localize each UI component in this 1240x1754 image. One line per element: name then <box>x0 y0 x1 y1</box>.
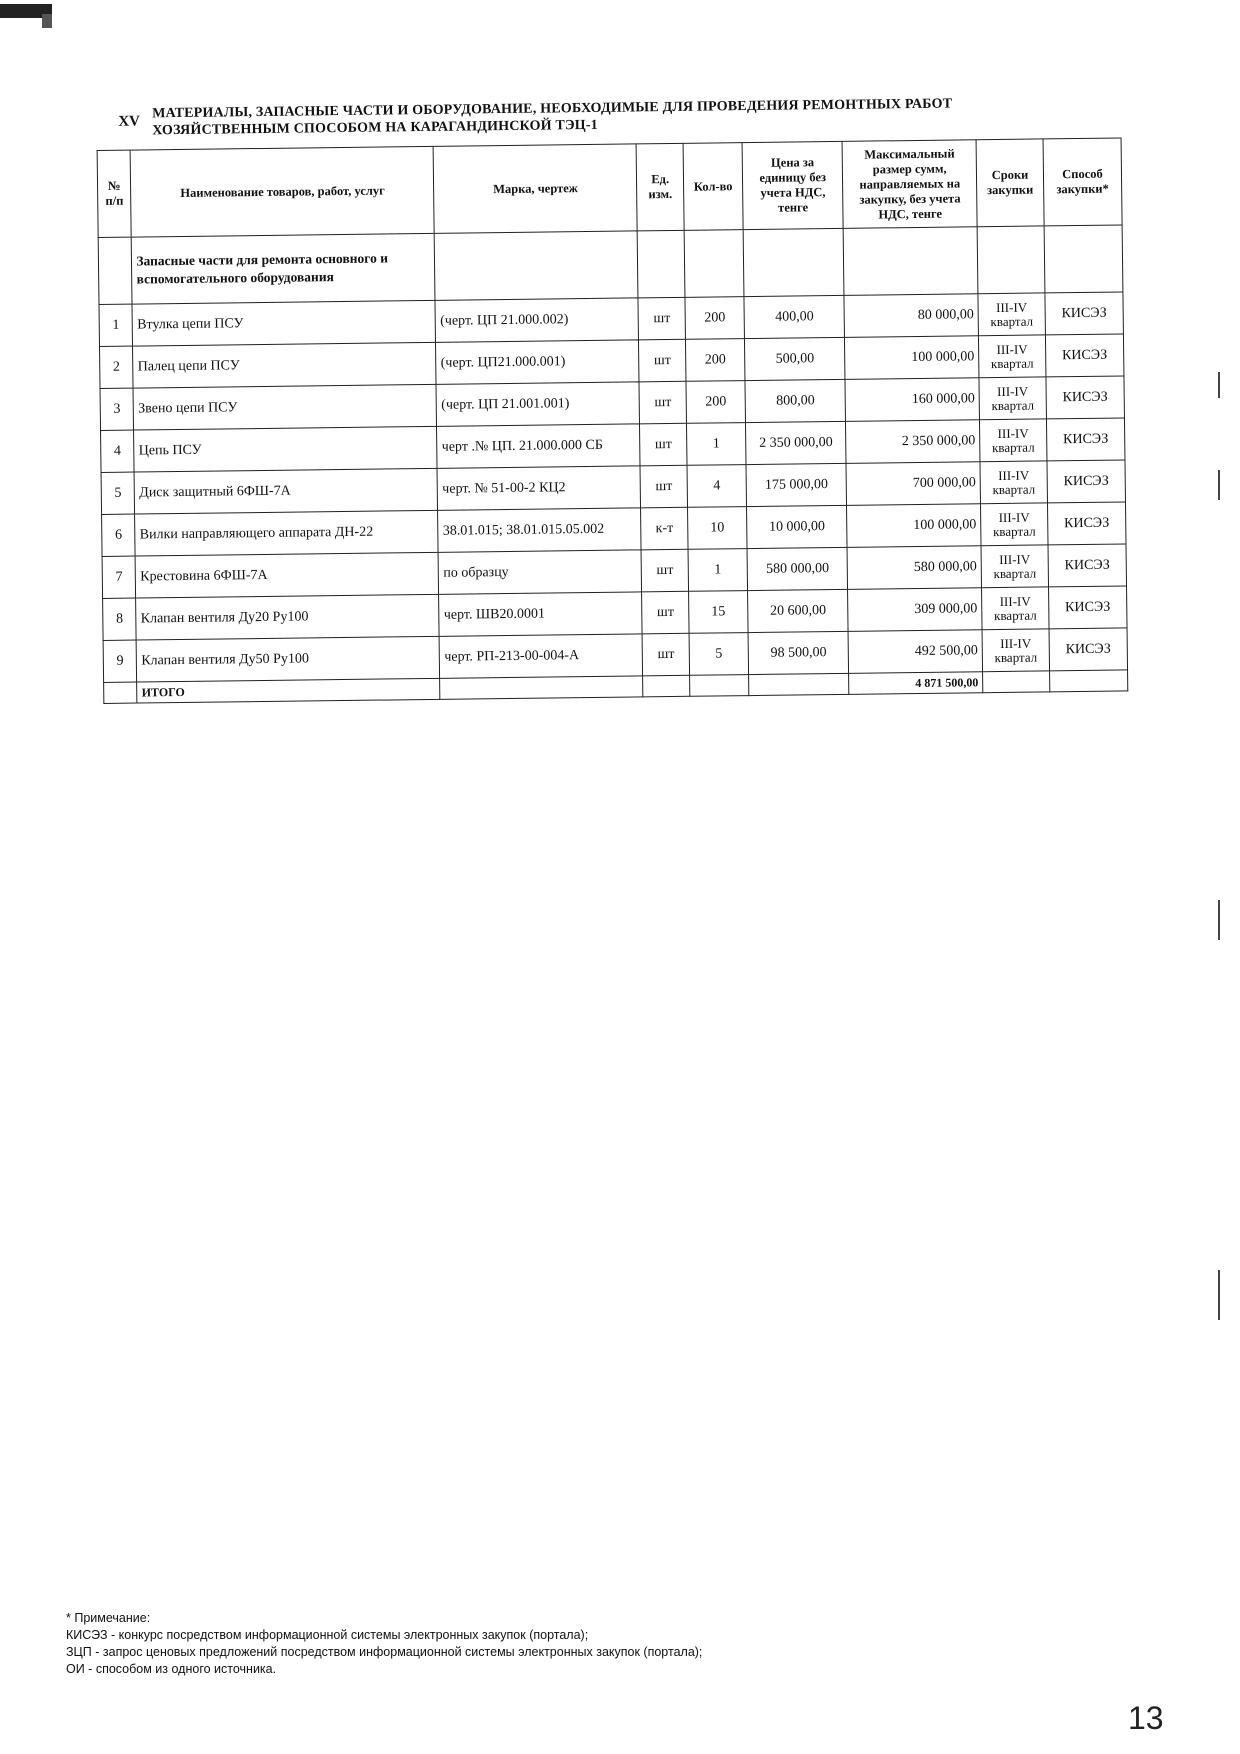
row-sum: 80 000,00 <box>844 294 978 338</box>
row-sum: 700 000,00 <box>846 462 980 506</box>
header-unit: Ед. изм. <box>636 143 684 231</box>
row-qty: 1 <box>688 549 748 592</box>
row-term: III-IV квартал <box>979 335 1046 378</box>
document-title <box>152 96 952 140</box>
row-qty: 4 <box>687 465 747 508</box>
row-price: 98 500,00 <box>748 631 849 674</box>
row-method: КИСЭЗ <box>1048 544 1127 587</box>
row-name: Палец цепи ПСУ <box>133 342 437 388</box>
header-num: № п/п <box>97 150 131 237</box>
row-price: 800,00 <box>745 379 846 422</box>
scan-artifact <box>1218 900 1220 940</box>
page-number: 13 <box>1128 1700 1164 1736</box>
row-term: III-IV квартал <box>980 419 1047 462</box>
row-term: III-IV квартал <box>978 293 1045 336</box>
row-mark: (черт. ЦП 21.000.002) <box>435 298 638 342</box>
row-unit: шт <box>641 549 688 592</box>
row-unit: шт <box>640 423 687 466</box>
row-term: III-IV квартал <box>979 377 1046 420</box>
row-name: Втулка цепи ПСУ <box>132 300 436 346</box>
row-unit: к-т <box>641 507 688 550</box>
title-line-1: МАТЕРИАЛЫ, ЗАПАСНЫЕ ЧАСТИ И ОБОРУДОВАНИЕ, НЕОБХОДИМЫЕ ДЛЯ ПРОВЕДЕНИЯ РЕМОНТНЫХ РАБОТ <box>152 96 953 122</box>
row-mark: черт. № 51-00-2 КЦ2 <box>438 466 641 510</box>
header-mark: Марка, чертеж <box>434 144 638 233</box>
group-title: Запасные части для ремонта основного и вспомогательного оборудования <box>132 233 436 304</box>
header-terms: Сроки закупки <box>976 139 1044 227</box>
row-term: III-IV квартал <box>982 629 1049 672</box>
row-sum: 580 000,00 <box>847 546 981 590</box>
row-num: 7 <box>102 556 136 598</box>
row-price: 10 000,00 <box>747 505 848 548</box>
row-qty: 5 <box>689 633 749 676</box>
row-term: III-IV квартал <box>981 503 1048 546</box>
row-unit: шт <box>639 381 686 424</box>
row-name: Диск защитный 6ФШ-7А <box>134 468 438 514</box>
footnote-heading: * Примечание: <box>66 1611 151 1625</box>
row-mark: черт. РП-213-00-004-А <box>440 634 643 678</box>
row-price: 2 350 000,00 <box>746 421 847 464</box>
section-number: XV <box>118 113 141 130</box>
row-num: 3 <box>100 388 134 430</box>
row-qty: 10 <box>688 507 748 550</box>
footnote <box>66 1610 702 1678</box>
row-method: КИСЭЗ <box>1049 628 1128 671</box>
row-term: III-IV квартал <box>982 587 1049 630</box>
document-body <box>96 87 1128 703</box>
row-method: КИСЭЗ <box>1046 418 1125 461</box>
row-unit: шт <box>642 633 689 676</box>
row-mark: (черт. ЦП 21.001.001) <box>436 382 639 426</box>
row-sum: 100 000,00 <box>847 504 981 548</box>
scan-artifact <box>1218 1270 1220 1320</box>
row-term: III-IV квартал <box>980 461 1047 504</box>
row-name: Клапан вентиля Ду50 Ру100 <box>137 636 441 682</box>
row-method: КИСЭЗ <box>1048 586 1127 629</box>
row-mark: 38.01.015; 38.01.015.05.002 <box>438 508 641 552</box>
scan-artifact <box>42 14 52 28</box>
row-price: 175 000,00 <box>746 463 847 506</box>
row-name: Клапан вентиля Ду20 Ру100 <box>136 594 440 640</box>
footnote-line: ЗЦП - запрос ценовых предложений посредством информационной системы электронных закупок (портала); <box>66 1645 703 1659</box>
row-name: Цепь ПСУ <box>134 426 438 472</box>
row-price: 580 000,00 <box>747 547 848 590</box>
row-method: КИСЭЗ <box>1047 502 1126 545</box>
row-unit: шт <box>639 339 686 382</box>
row-price: 400,00 <box>744 295 845 338</box>
total-label: ИТОГО <box>137 678 440 703</box>
row-unit: шт <box>640 465 687 508</box>
row-mark: черт. ШВ20.0001 <box>439 592 642 636</box>
row-price: 20 600,00 <box>748 589 849 632</box>
row-sum: 160 000,00 <box>845 378 979 422</box>
row-qty: 200 <box>685 297 745 340</box>
row-num: 6 <box>102 514 136 556</box>
table-body <box>99 292 1128 682</box>
scan-artifact <box>1218 470 1220 500</box>
row-unit: шт <box>638 297 685 340</box>
row-name: Вилки направляющего аппарата ДН-22 <box>135 510 439 556</box>
row-num: 5 <box>101 472 135 514</box>
row-method: КИСЭЗ <box>1046 376 1125 419</box>
row-num: 4 <box>101 430 135 472</box>
row-sum: 492 500,00 <box>848 630 982 674</box>
row-name: Крестовина 6ФШ-7А <box>135 552 439 598</box>
header-name: Наименование товаров, работ, услуг <box>131 146 435 237</box>
header-qty: Кол-во <box>683 143 743 231</box>
footnote-line: КИСЭЗ - конкурс посредством информационной системы электронных закупок (портала); <box>66 1628 589 1642</box>
row-num: 1 <box>99 304 133 346</box>
materials-table <box>97 137 1129 703</box>
header-method: Способ закупки* <box>1043 138 1122 226</box>
footnote-line: ОИ - способом из одного источника. <box>66 1662 277 1676</box>
row-qty: 200 <box>686 339 746 382</box>
group-row <box>98 225 1123 305</box>
row-mark: (черт. ЦП21.000.001) <box>436 340 639 384</box>
row-name: Звено цепи ПСУ <box>133 384 437 430</box>
row-qty: 1 <box>687 423 747 466</box>
row-method: КИСЭЗ <box>1045 292 1124 335</box>
row-method: КИСЭЗ <box>1047 460 1126 503</box>
row-qty: 15 <box>689 591 749 634</box>
row-unit: шт <box>642 591 689 634</box>
row-num: 9 <box>103 640 137 682</box>
row-num: 8 <box>103 598 137 640</box>
header-max-sum: Максимальный размер сумм, направляемых на закупку, без учета НДС, тенге <box>842 140 977 229</box>
row-price: 500,00 <box>745 337 846 380</box>
row-sum: 2 350 000,00 <box>846 420 980 464</box>
row-qty: 200 <box>686 381 746 424</box>
row-mark: черт .№ ЦП. 21.000.000 СБ <box>437 424 640 468</box>
table-header-row <box>97 138 1122 238</box>
row-term: III-IV квартал <box>981 545 1048 588</box>
title-line-2: ХОЗЯЙСТВЕННЫМ СПОСОБОМ НА КАРАГАНДИНСКОЙ ТЭЦ-1 <box>152 117 598 139</box>
row-sum: 309 000,00 <box>848 588 982 632</box>
row-method: КИСЭЗ <box>1045 334 1124 377</box>
header-price: Цена за единицу без учета НДС, тенге <box>742 141 843 229</box>
scan-artifact <box>1218 372 1220 398</box>
row-mark: по образцу <box>439 550 642 594</box>
total-sum: 4 871 500,00 <box>849 672 983 695</box>
row-sum: 100 000,00 <box>845 336 979 380</box>
row-num: 2 <box>100 346 134 388</box>
